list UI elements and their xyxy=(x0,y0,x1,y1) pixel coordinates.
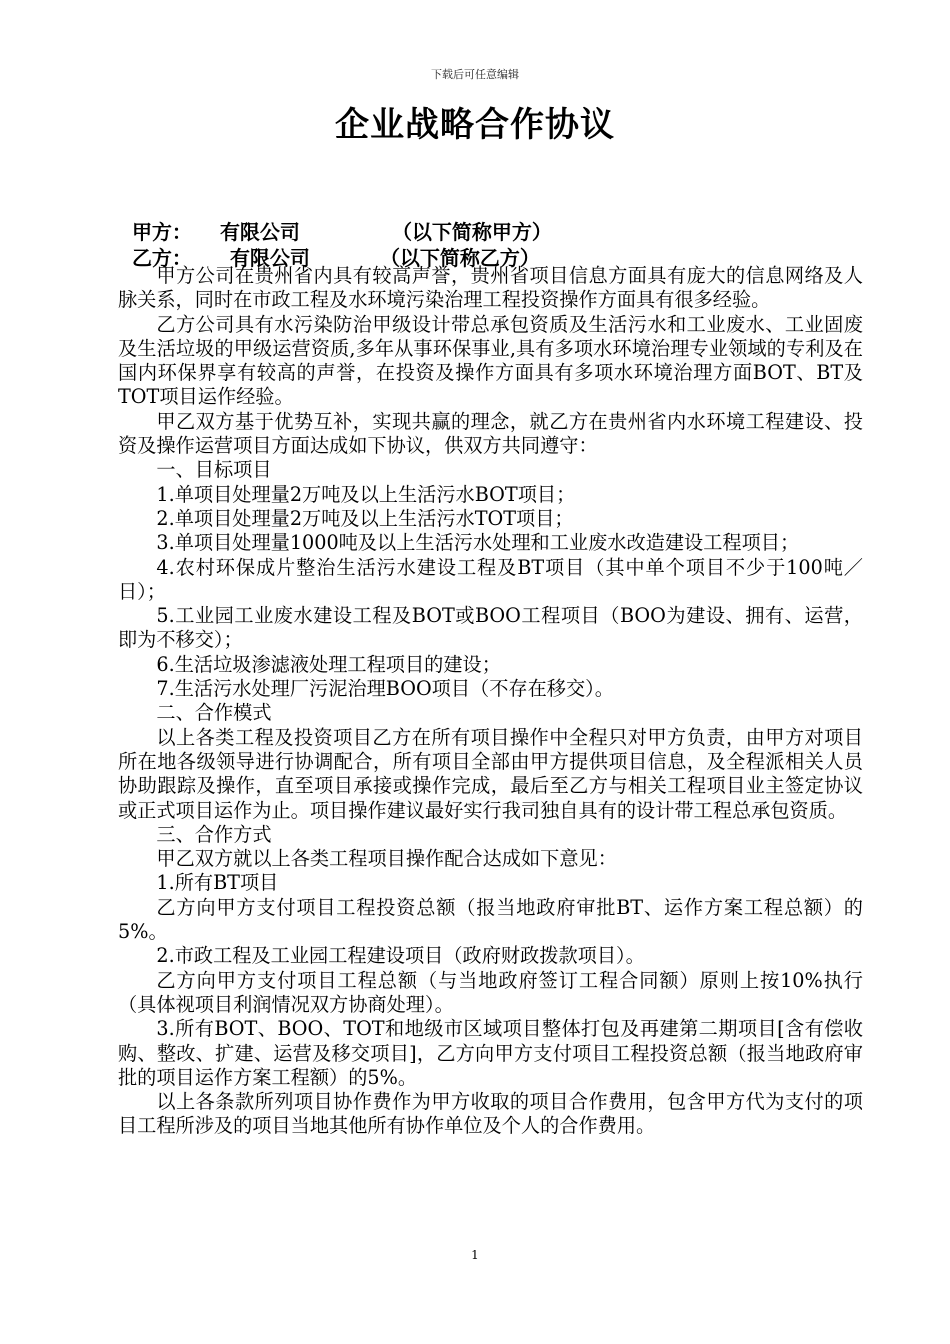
paragraph: 甲乙双方就以上各类工程项目操作配合达成如下意见： xyxy=(156,847,617,871)
paragraph: 以上各类工程及投资项目乙方在所有项目操作中全程只对甲方负责，由甲方对项目所在地各级领导进行协调配合，所有项目全部由甲方提供项目信息，及全程派相关人员协助跟踪及操作，直至项目承接或操作完成，最后至乙方与相关工程项目业主签定协议或正式项目运作为止。项目操作建议最好实行我司独自具有的设计带工程总承包资质。 xyxy=(118,725,863,822)
paragraph: 乙方公司具有水污染防治甲级设计带总承包资质及生活污水和工业废水、工业固废及生活垃圾的甲级运营资质,多年从事环保事业,具有多项水环境治理专业领域的专利及在国内环保界享有较高的声誉，在投资及操作方面具有多项水环境治理方面BOT、BT及TOT项目运作经验。 xyxy=(118,312,863,409)
party-a-note: （以下简称甲方） xyxy=(391,220,552,244)
section-heading: 二、合作模式 xyxy=(156,701,272,725)
list-item: 6.生活垃圾渗滤液处理工程项目的建设； xyxy=(156,652,501,676)
list-item: 2.市政工程及工业园工程建设项目（政府财政拨款项目）。 xyxy=(156,944,645,968)
party-a-label: 甲方： xyxy=(131,220,192,244)
list-item: 2.单项目处理量2万吨及以上生活污水TOT项目； xyxy=(156,506,574,530)
paragraph: 乙方向甲方支付项目工程投资总额（报当地政府审批BT、运作方案工程总额）的5%。 xyxy=(118,895,863,944)
list-item: 1.单项目处理量2万吨及以上生活污水BOT项目； xyxy=(156,482,576,506)
party-b-note: （以下简称乙方） xyxy=(379,246,540,270)
list-item: 3.单项目处理量1000吨及以上生活污水处理和工业废水改造建设工程项目； xyxy=(156,531,800,555)
page-number: 1 xyxy=(471,1248,479,1262)
list-item: 3.所有BOT、BOO、TOT和地级市区域项目整体打包及再建第二期项目[含有偿收购、整改、扩建、运营及移交项目]，乙方向甲方支付项目工程投资总额（报当地政府审批的项目运作方案工程额）的5%。 xyxy=(118,1017,863,1089)
paragraph: 以上各条款所列项目协作费作为甲方收取的项目合作费用，包含甲方代为支付的项目工程所涉及的项目当地其他所有协作单位及个人的合作费用。 xyxy=(118,1090,863,1138)
list-item: 1.所有BT项目 xyxy=(156,871,279,895)
paragraph: 甲乙双方基于优势互补，实现共赢的理念，就乙方在贵州省内水环境工程建设、投资及操作运营项目方面达成如下协议，供双方共同遵守： xyxy=(118,409,863,458)
party-b-name: 有限公司 xyxy=(229,246,310,270)
paragraph: 甲方公司在贵州省内具有较高声誉，贵州省项目信息方面具有庞大的信息网络及人脉关系，同时在市政工程及水环境污染治理工程投资操作方面具有很多经验。 xyxy=(118,264,863,312)
list-item: 7.生活污水处理厂污泥治理BOO项目（不存在移交）。 xyxy=(156,677,614,701)
list-item: 4.农村环保成片整治生活污水建设工程及BT项目（其中单个项目不少于100吨／日）； xyxy=(118,555,863,603)
party-b-label: 乙方： xyxy=(131,246,192,270)
section-heading: 一、目标项目 xyxy=(156,458,272,482)
agreement-body xyxy=(118,264,863,1139)
party-a-name: 有限公司 xyxy=(219,220,300,244)
document-title: 企业战略合作协议 xyxy=(335,105,615,145)
paragraph: 乙方向甲方支付项目工程总额（与当地政府签订工程合同额）原则上按10%执行（具体视项目利润情况双方协商处理）。 xyxy=(118,968,863,1016)
list-item: 5.工业园工业废水建设工程及BOT或BOO工程项目（BOO为建设、拥有、运营，即为不移交）； xyxy=(118,604,863,652)
section-heading: 三、合作方式 xyxy=(156,822,272,846)
header-note: 下载后可任意编辑 xyxy=(431,68,519,81)
